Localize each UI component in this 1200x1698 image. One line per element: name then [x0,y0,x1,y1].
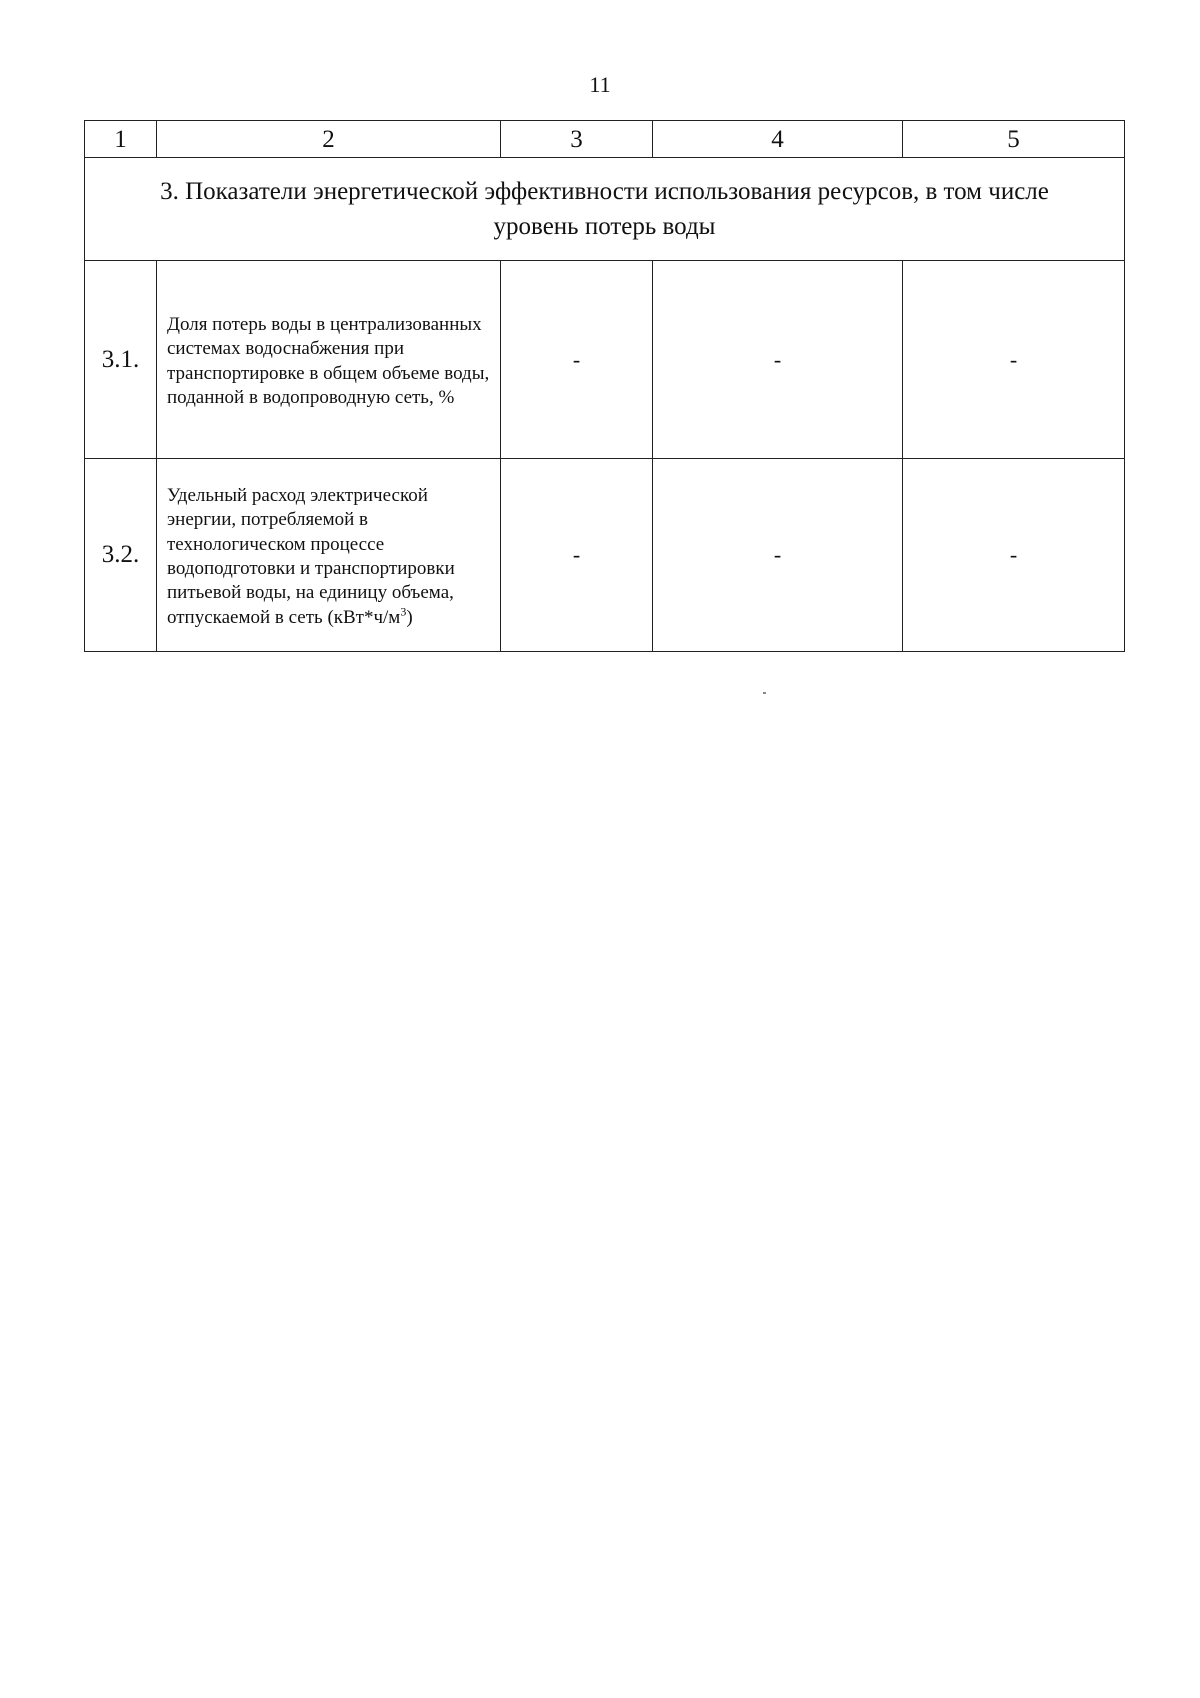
row-number: 3.1. [85,261,157,459]
row-value-col3: - [501,261,653,459]
column-number-row [85,121,1125,158]
column-number-1: 1 [85,121,157,158]
column-number-5: 5 [903,121,1125,158]
row-description-end: ) [406,606,413,628]
row-value-col5: - [903,261,1125,459]
row-value-col5: - [903,459,1125,652]
row-number: 3.2. [85,459,157,652]
row-value-col4: - [653,459,903,652]
indicators-table [84,120,1125,652]
row-description [157,459,501,652]
row-description-text: Удельный расход электрической энергии, потребляемой в технологическом процессе водоподготовки и транспортировки питьевой воды, на единицу объема, отпускаемой в сеть (кВт*ч/м [167,485,455,628]
page-number: 11 [589,72,611,97]
row-value-col3: - [501,459,653,652]
unit-superscript: 3 [400,604,407,619]
table-row [85,459,1125,652]
row-description: Доля потерь воды в централизованных системах водоснабжения при транспортировке в общем объеме воды, поданной в водопроводную сеть, % [157,261,501,459]
section-title: 3. Показатели энергетической эффективности использования ресурсов, в том числе уровень потерь воды [85,158,1125,261]
column-number-4: 4 [653,121,903,158]
section-header-row [85,158,1125,261]
column-number-3: 3 [501,121,653,158]
table-row [85,261,1125,459]
scan-speck [763,692,766,694]
column-number-2: 2 [157,121,501,158]
row-value-col4: - [653,261,903,459]
